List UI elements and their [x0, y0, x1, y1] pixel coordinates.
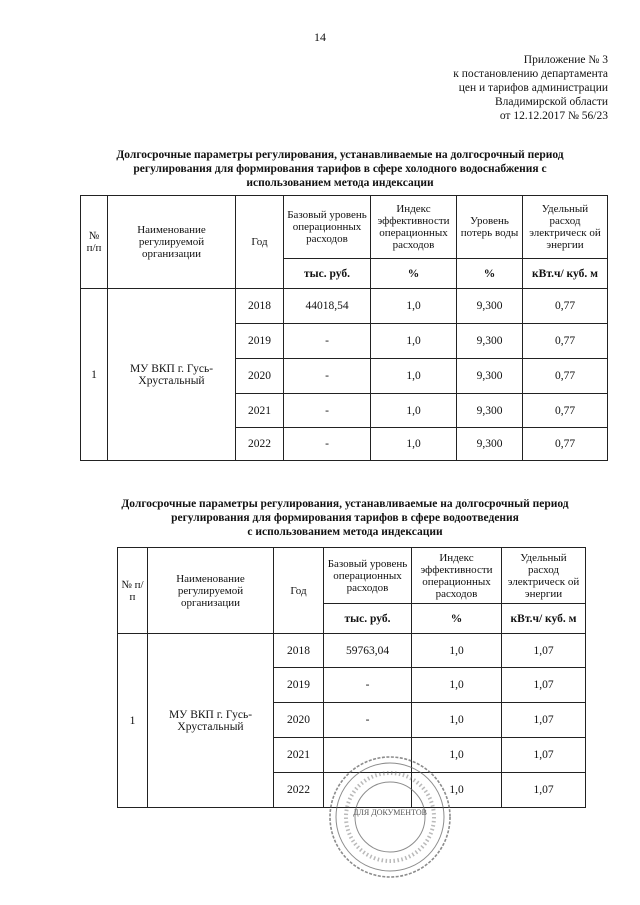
cell-energy: 0,77: [523, 359, 608, 394]
title-line: с использованием метода индексации: [247, 526, 443, 538]
title-line: регулирования для формирования тарифов в сфере водоотведения: [171, 512, 519, 524]
appendix-line: Приложение № 3: [523, 54, 608, 66]
table1-title: [70, 148, 610, 190]
cell-year: 2020: [274, 703, 324, 738]
row-org: МУ ВКП г. Гусь-Хрустальный: [108, 289, 236, 461]
cell-base: 44018,54: [284, 289, 371, 324]
cell-year: 2019: [236, 324, 284, 359]
cell-index: 1,0: [412, 738, 502, 773]
appendix-line: к постановлению департамента: [453, 68, 608, 80]
cell-energy: 1,07: [502, 773, 586, 808]
cell-year: 2021: [274, 738, 324, 773]
row-org: МУ ВКП г. Гусь-Хрустальный: [148, 634, 274, 808]
cell-year: 2019: [274, 668, 324, 703]
title-line: регулирования для формирования тарифов в сфере холодного водоснабжения с: [133, 163, 547, 175]
header-loss: Уровень потерь воды: [457, 196, 523, 259]
cell-base: -: [284, 394, 371, 428]
cell-loss: 9,300: [457, 428, 523, 461]
row-num: 1: [81, 289, 108, 461]
cell-energy: 0,77: [523, 289, 608, 324]
cell-year: 2022: [236, 428, 284, 461]
header-base: Базовый уровень операционных расходов: [324, 548, 412, 604]
header-index: Индекс эффективности операционных расходов: [412, 548, 502, 604]
header-num: № п/п: [118, 548, 148, 634]
cell-base: -: [324, 668, 412, 703]
unit-index: %: [371, 259, 457, 289]
title-line: Долгосрочные параметры регулирования, устанавливаемые на долгосрочный период: [121, 498, 569, 510]
stamp-center-text: ДЛЯ ДОКУМЕНТОВ: [353, 808, 427, 817]
cell-energy: 1,07: [502, 634, 586, 668]
unit-base: тыс. руб.: [324, 604, 412, 634]
cell-base: -: [284, 324, 371, 359]
unit-energy: кВт.ч/ куб. м: [523, 259, 608, 289]
cell-energy: 0,77: [523, 394, 608, 428]
cell-energy: 0,77: [523, 428, 608, 461]
appendix-line: от 12.12.2017 № 56/23: [499, 110, 608, 122]
cell-energy: 1,07: [502, 668, 586, 703]
header-org: Наименование регулируемой организации: [148, 548, 274, 634]
cell-index: 1,0: [412, 634, 502, 668]
unit-base: тыс. руб.: [284, 259, 371, 289]
header-base: Базовый уровень операционных расходов: [284, 196, 371, 259]
cell-base: -: [284, 359, 371, 394]
header-energy: Удельный расход электрическ ой энергии: [502, 548, 586, 604]
cell-energy: 1,07: [502, 738, 586, 773]
cell-base: -: [324, 703, 412, 738]
official-seal-stamp: [325, 752, 455, 882]
appendix-line: Владимирской области: [494, 96, 608, 108]
header-year: Год: [274, 548, 324, 634]
cell-year: 2018: [236, 289, 284, 324]
table-row: [81, 289, 608, 324]
appendix-note: [418, 53, 608, 123]
cell-energy: 0,77: [523, 324, 608, 359]
title-line: Долгосрочные параметры регулирования, устанавливаемые на долгосрочный период: [116, 149, 564, 161]
water-supply-table: [80, 195, 608, 461]
cell-energy: 1,07: [502, 703, 586, 738]
unit-index: %: [412, 604, 502, 634]
cell-index: 1,0: [371, 394, 457, 428]
title-line: использованием метода индексации: [246, 177, 434, 189]
unit-energy: кВт.ч/ куб. м: [502, 604, 586, 634]
header-num: № п/п: [81, 196, 108, 289]
cell-loss: 9,300: [457, 359, 523, 394]
cell-year: 2021: [236, 394, 284, 428]
page-number: 14: [314, 30, 326, 44]
cell-index: 1,0: [371, 289, 457, 324]
cell-index: 1,0: [412, 773, 502, 808]
cell-index: 1,0: [371, 428, 457, 461]
table-row: [118, 634, 586, 668]
header-index: Индекс эффективности операционных расходов: [371, 196, 457, 259]
row-num: 1: [118, 634, 148, 808]
cell-loss: 9,300: [457, 324, 523, 359]
table2-title: [80, 497, 610, 539]
cell-index: 1,0: [412, 668, 502, 703]
cell-loss: 9,300: [457, 289, 523, 324]
cell-base: -: [284, 428, 371, 461]
cell-index: 1,0: [412, 703, 502, 738]
cell-index: 1,0: [371, 324, 457, 359]
cell-year: 2018: [274, 634, 324, 668]
cell-index: 1,0: [371, 359, 457, 394]
header-year: Год: [236, 196, 284, 289]
cell-year: 2020: [236, 359, 284, 394]
header-org: Наименование регулируемой организации: [108, 196, 236, 289]
unit-loss: %: [457, 259, 523, 289]
appendix-line: цен и тарифов администрации: [458, 82, 608, 94]
cell-loss: 9,300: [457, 394, 523, 428]
header-energy: Удельный расход электрическ ой энергии: [523, 196, 608, 259]
cell-base: 59763,04: [324, 634, 412, 668]
cell-year: 2022: [274, 773, 324, 808]
